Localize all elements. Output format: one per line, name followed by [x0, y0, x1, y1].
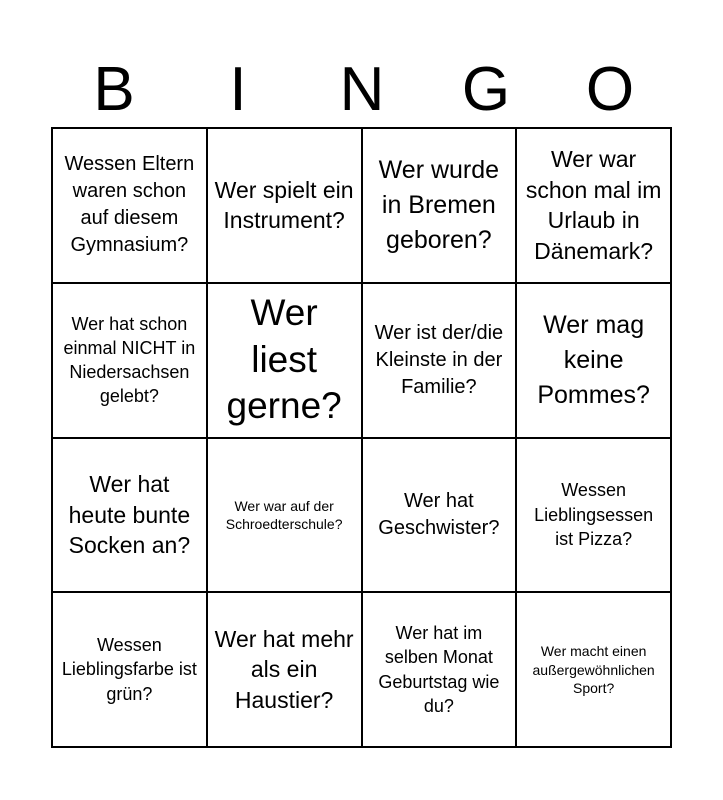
- bingo-cell[interactable]: [208, 129, 363, 284]
- cell-text: Wer hat Geschwister?: [378, 489, 500, 539]
- cell-text: Wer wurde in Bremen geboren?: [378, 155, 500, 254]
- cell-text: Wer war schon mal im Urlaub in Dänemark?: [525, 146, 662, 264]
- header-letter-g: G: [461, 55, 511, 124]
- bingo-cell[interactable]: [363, 593, 518, 748]
- bingo-cell[interactable]: [517, 284, 672, 439]
- bingo-card-grid: [51, 127, 672, 748]
- bingo-cell[interactable]: [53, 284, 208, 439]
- cell-text: Wer macht einen außergewöhnlichen Sport?: [532, 643, 655, 696]
- header-letter-i: I: [229, 55, 247, 124]
- bingo-cell[interactable]: [208, 439, 363, 594]
- header-letter-n: N: [339, 55, 385, 124]
- bingo-cell[interactable]: [53, 593, 208, 748]
- bingo-cell[interactable]: [517, 593, 672, 748]
- cell-text: Wer hat im selben Monat Geburtstag wie du?: [378, 623, 500, 716]
- bingo-cell[interactable]: [53, 439, 208, 594]
- bingo-cell[interactable]: [517, 129, 672, 284]
- cell-text: Wessen Lieblingsessen ist Pizza?: [534, 480, 654, 550]
- bingo-cell[interactable]: [53, 129, 208, 284]
- bingo-cell[interactable]: [208, 593, 363, 748]
- bingo-header: [52, 52, 672, 128]
- header-letter-b: B: [93, 55, 135, 124]
- cell-text: Wessen Eltern waren schon auf diesem Gymnasium?: [64, 153, 195, 257]
- header-letter-o: O: [585, 55, 635, 124]
- cell-text: Wer spielt ein Instrument?: [214, 176, 354, 234]
- bingo-cell[interactable]: [363, 284, 518, 439]
- bingo-cell[interactable]: [208, 284, 363, 439]
- cell-text: Wer liest gerne?: [226, 292, 342, 427]
- cell-text: Wer hat schon einmal NICHT in Niedersachsen gelebt?: [63, 313, 196, 407]
- cell-text: Wer ist der/die Kleinste in der Familie?: [374, 321, 504, 398]
- bingo-cell[interactable]: [363, 129, 518, 284]
- cell-text: Wer mag keine Pommes?: [537, 310, 650, 409]
- cell-text: Wer hat heute bunte Socken an?: [68, 471, 191, 559]
- bingo-cell[interactable]: [363, 439, 518, 594]
- cell-text: Wer hat mehr als ein Haustier?: [214, 625, 354, 713]
- bingo-cell[interactable]: [517, 439, 672, 594]
- cell-text: Wer war auf der Schroedterschule?: [225, 497, 343, 532]
- cell-text: Wessen Lieblingsfarbe ist grün?: [61, 635, 197, 704]
